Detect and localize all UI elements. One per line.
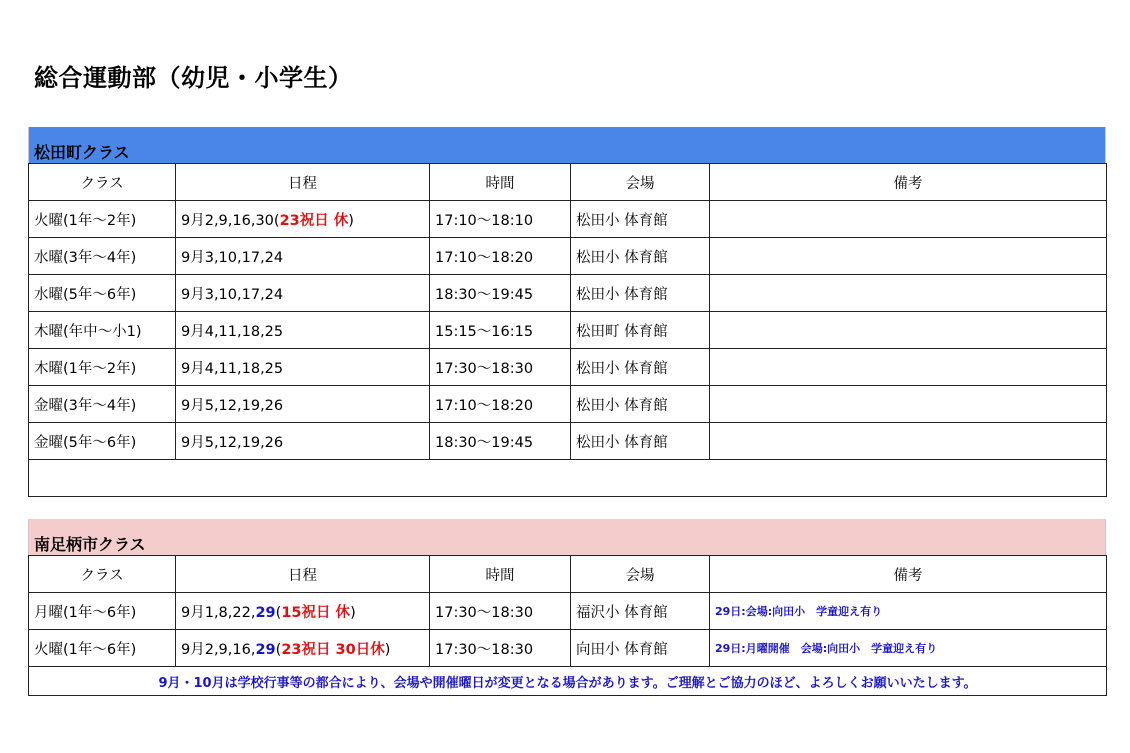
- schedule-close: ): [384, 641, 391, 658]
- venue-cell: 向田小 体育館: [571, 630, 710, 667]
- minamiashigara-section: [28, 519, 1106, 696]
- table-row: [29, 275, 1107, 312]
- schedule-close: ): [350, 604, 356, 621]
- class-cell: 金曜(5年〜6年): [29, 423, 176, 460]
- table-row: [29, 630, 1107, 667]
- schedule-open: (: [275, 604, 282, 621]
- time-cell: 17:10〜18:20: [430, 238, 571, 275]
- remarks-cell: [710, 238, 1107, 275]
- remarks-cell: [710, 349, 1107, 386]
- header-schedule: 日程: [176, 556, 430, 593]
- header-class: クラス: [29, 556, 176, 593]
- matsuda-schedule-table: [28, 163, 1107, 497]
- remarks-cell: [710, 201, 1107, 238]
- remarks-cell: [710, 423, 1107, 460]
- time-cell: 15:15〜16:15: [430, 312, 571, 349]
- schedule-close: ): [348, 212, 354, 229]
- schedule-cell: [176, 201, 430, 238]
- remarks-cell: [710, 312, 1107, 349]
- schedule-cell: 9月3,10,17,24: [176, 238, 430, 275]
- minamiashigara-schedule-table: [28, 555, 1107, 696]
- table-row: [29, 312, 1107, 349]
- venue-cell: 松田小 体育館: [571, 386, 710, 423]
- header-venue: 会場: [571, 556, 710, 593]
- venue-cell: 松田小 体育館: [571, 238, 710, 275]
- holiday-note: 23祝日 30日休: [281, 641, 385, 658]
- header-remarks: 備考: [710, 556, 1107, 593]
- page-title: 総合運動部（幼児・小学生）: [34, 64, 353, 92]
- class-cell: 水曜(5年〜6年): [29, 275, 176, 312]
- schedule-cell: 9月4,11,18,25: [176, 349, 430, 386]
- header-time: 時間: [430, 556, 571, 593]
- matsuda-section: [28, 127, 1106, 497]
- header-time: 時間: [430, 164, 571, 201]
- footer-notice: 9月・10月は学校行事等の都合により、会場や開催曜日が変更となる場合があります。ご理解とご協力のほど、よろしくお願いいたします。: [29, 667, 1107, 696]
- table-row: [29, 423, 1107, 460]
- time-cell: 18:30〜19:45: [430, 423, 571, 460]
- venue-cell: 松田小 体育館: [571, 201, 710, 238]
- schedule-dates: 9月2,9,16,30(: [181, 212, 280, 229]
- header-venue: 会場: [571, 164, 710, 201]
- class-cell: 月曜(1年〜6年): [29, 593, 176, 630]
- time-cell: 17:30〜18:30: [430, 593, 571, 630]
- schedule-cell: 9月3,10,17,24: [176, 275, 430, 312]
- remarks-cell: [710, 275, 1107, 312]
- schedule-dates: 9月2,9,16,: [181, 641, 256, 658]
- header-schedule: 日程: [176, 164, 430, 201]
- remarks-cell: 29日:月曜開催 会場:向田小 学童迎え有り: [710, 630, 1107, 667]
- schedule-cell: [176, 593, 430, 630]
- header-class: クラス: [29, 164, 176, 201]
- schedule-cell: 9月5,12,19,26: [176, 423, 430, 460]
- changed-date: 29: [255, 604, 276, 621]
- header-remarks: 備考: [710, 164, 1107, 201]
- class-cell: 火曜(1年〜6年): [29, 630, 176, 667]
- section-title-minamiashigara: 南足柄市クラス: [28, 519, 1106, 555]
- section-title-matsuda: 松田町クラス: [28, 127, 1106, 163]
- table-row: [29, 386, 1107, 423]
- remarks-cell: [710, 386, 1107, 423]
- class-cell: 木曜(1年〜2年): [29, 349, 176, 386]
- venue-cell: 松田町 体育館: [571, 312, 710, 349]
- class-cell: 火曜(1年〜2年): [29, 201, 176, 238]
- schedule-cell: 9月5,12,19,26: [176, 386, 430, 423]
- changed-date: 29: [255, 641, 276, 658]
- remarks-cell: 29日:会場:向田小 学童迎え有り: [710, 593, 1107, 630]
- table-header-row: [29, 556, 1107, 593]
- table-row: [29, 238, 1107, 275]
- time-cell: 18:30〜19:45: [430, 275, 571, 312]
- empty-cell: [29, 460, 1107, 497]
- empty-row: [29, 460, 1107, 497]
- table-header-row: [29, 164, 1107, 201]
- holiday-note: 15祝日 休: [281, 604, 351, 621]
- holiday-note: 23祝日 休: [279, 212, 349, 229]
- venue-cell: 松田小 体育館: [571, 275, 710, 312]
- schedule-cell: [176, 630, 430, 667]
- schedule-cell: 9月4,11,18,25: [176, 312, 430, 349]
- schedule-open: (: [275, 641, 282, 658]
- venue-cell: 福沢小 体育館: [571, 593, 710, 630]
- class-cell: 木曜(年中〜小1): [29, 312, 176, 349]
- footer-row: [29, 667, 1107, 696]
- venue-cell: 松田小 体育館: [571, 423, 710, 460]
- class-cell: 水曜(3年〜4年): [29, 238, 176, 275]
- time-cell: 17:30〜18:30: [430, 630, 571, 667]
- venue-cell: 松田小 体育館: [571, 349, 710, 386]
- time-cell: 17:10〜18:10: [430, 201, 571, 238]
- time-cell: 17:30〜18:30: [430, 349, 571, 386]
- table-row: [29, 201, 1107, 238]
- table-row: [29, 349, 1107, 386]
- schedule-dates: 9月1,8,22,: [181, 604, 256, 621]
- time-cell: 17:10〜18:20: [430, 386, 571, 423]
- class-cell: 金曜(3年〜4年): [29, 386, 176, 423]
- table-row: [29, 593, 1107, 630]
